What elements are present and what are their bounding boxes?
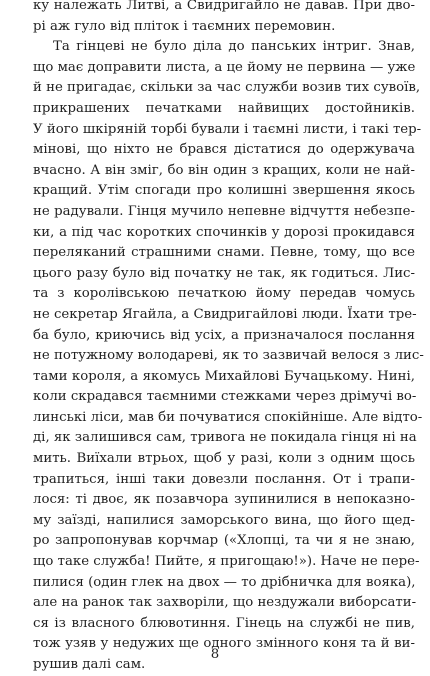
text-line: тами короля, а якомусь Михайлові Бучацькому. Нині, [33,368,415,384]
text-line: вчасно. А він зміг, бо він один з кращих, коли не най- [33,162,415,178]
text-line: ки, а під час коротких спочинків у дорозі прокидався [33,224,415,240]
text-line: рі аж гуло від пліток і таємних перемовин. [33,18,336,34]
text-line: У його шкіряній торбі бували і таємні листи, і такі тер- [33,121,422,137]
text-line: ба було, криючись від усіх, а призначалося послання [33,327,415,343]
text-line: не секретар Ягайла, а Свидригайлові люди. Їхати тре- [33,306,417,322]
text-line: й не пригадає, скільки за час служби возив тих сувоїв, [33,80,421,96]
text-line: ся із власного блювотиння. Гінець на службі не пив, [33,615,415,631]
text-line: прикрашених печатками найвищих достойників. [33,100,415,116]
text-line: переляканий страшними снами. Певне, тому, що все [33,245,415,261]
text-line: не радували. Гінця мучило непевне відчуття небезпе- [33,203,415,219]
text-line: коли скрадався таємними стежками через дрімучі во- [33,389,417,405]
body-text [33,0,424,676]
text-line: пилися (один глек на двох — то дрібничка для вояка), [33,574,416,590]
text-line: мінові, що ніхто не брався дістатися до одержувача [33,142,415,158]
text-line: лося: ті двоє, як позавчора зупинилися в непоказно- [33,492,415,508]
page-number: 8 [210,647,220,662]
text-line: мить. Виїхали втрьох, щоб у разі, коли з одним щось [33,451,415,467]
text-line: ро запропонував корчмар («Хлопці, та чи я не знаю, [33,533,415,549]
text-line: кращий. Утім спогади про колишні звершення якось [33,183,415,199]
text-line: не потужному володареві, як то зазвичай велося з лис- [33,348,424,364]
text-line: що таке служба! Пийте, я пригощаю!»). Наче не пере- [33,554,420,570]
text-line: тож узяв у недужих ще одного змінного коня та й ви- [33,636,415,652]
text-line: Та гінцеві не було діла до панських інтриг. Знав, [53,39,415,55]
text-line: але на ранок так захворіли, що нездужали виборсати- [33,595,417,611]
text-line: та з королівською печаткою йому передав чомусь [33,286,415,302]
text-line: трапиться, інші таки довезли послання. От і трапи- [33,471,415,487]
text-line: ку належать Литві, а Свидригайло не давав. При дво- [33,0,415,13]
text-line: що має доправити листа, а це йому не первина — уже [33,59,416,75]
text-line: ді, як залишився сам, тривога не покидала гінця ні на [33,430,417,446]
text-line: му заїзді, напилися заморського вина, що його щед- [33,512,415,528]
text-line: рушив далі сам. [33,657,146,672]
text-line: линські ліси, мав би почуватися спокійніше. Але відто- [33,409,423,425]
text-line: цього разу було від початку не так, як годиться. Лис- [33,265,415,281]
